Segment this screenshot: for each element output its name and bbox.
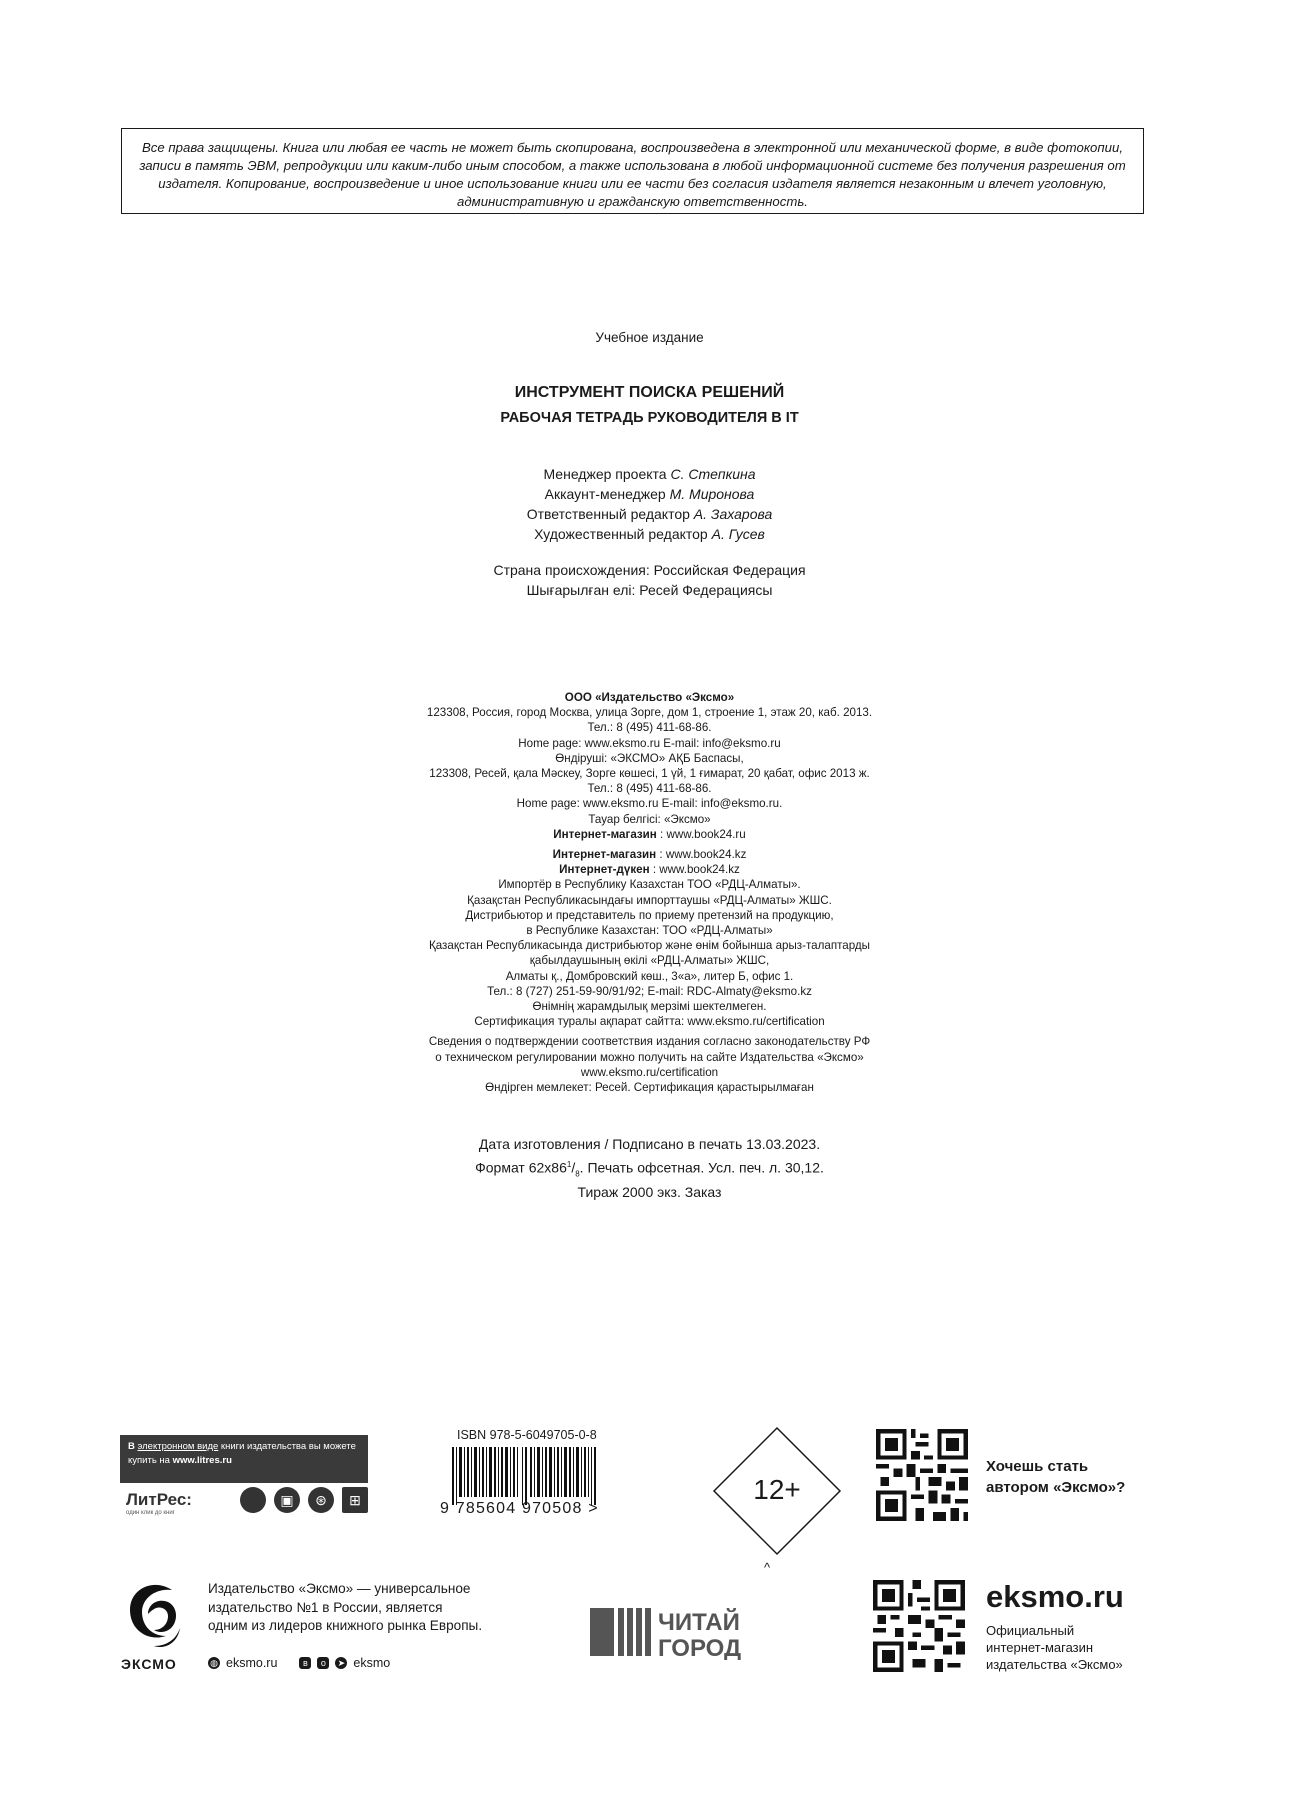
shop-kk	[0, 862, 1299, 877]
age-rating: 12+	[753, 1474, 801, 1505]
phone-kz: Тел.: 8 (495) 411-68-86.	[587, 782, 712, 796]
importer-kz: Қазақстан Республикасындағы импорттаушы «РДЦ-Алматы» ЖШС.	[467, 893, 832, 907]
shop-url[interactable]: : www.book24.kz	[656, 848, 747, 862]
windows-phone-icon: ⊛	[308, 1487, 334, 1513]
staff-role: Менеджер проекта	[543, 466, 667, 482]
staff-name: М. Миронова	[669, 486, 755, 502]
caption-line: издательства «Эксмо»	[986, 1657, 1123, 1672]
barcode-digits: 9 785604 970508 >	[440, 1500, 599, 1517]
copyright-notice	[121, 128, 1144, 214]
format-text: . Печать офсетная. Усл. печ. л. 30,12.	[579, 1159, 824, 1176]
shelf-life: Өнімнің жарамдылық мерзімі шектелмеген.	[532, 1000, 767, 1014]
globe-icon: ◍	[208, 1657, 220, 1669]
staff-name: А. Гусев	[711, 526, 765, 542]
print-date: Дата изготовления / Подписано в печать 13.03.2023.	[478, 1136, 821, 1152]
litres-text: книги издательства вы можете	[218, 1441, 356, 1452]
staff-role: Художественный редактор	[534, 526, 708, 542]
country-of-origin	[0, 560, 1299, 600]
litres-slogan: один клик до книг	[126, 1510, 175, 1516]
conformity-line: о техническом регулировании можно получить на сайте Издательства «Эксмо»	[435, 1050, 864, 1064]
address-kz: 123308, Ресей, қала Мәскеу, Зорге көшесі, 1 үй, 1 ғимарат, 20 қабат, офис 2013 ж.	[429, 767, 870, 781]
become-author-call	[986, 1456, 1125, 1498]
publisher-name: ООО «Издательство «Эксмо»	[564, 691, 735, 704]
author-call-line: Хочешь стать	[986, 1458, 1089, 1475]
shop-label: Интернет-магазин	[552, 848, 657, 862]
phone-ru: Тел.: 8 (495) 411-68-86.	[587, 721, 712, 735]
format-text: Формат 62х86	[475, 1159, 567, 1176]
about-line: Издательство «Эксмо» — универсальное	[208, 1581, 471, 1596]
caption-line: Официальный	[986, 1623, 1075, 1638]
eksmo-wordmark: ЭКСМО	[121, 1656, 177, 1672]
book-subtitle: РАБОЧАЯ ТЕТРАДЬ РУКОВОДИТЕЛЯ В IT	[500, 410, 799, 426]
eksmo-logo	[126, 1580, 182, 1652]
web-kz: Home page: www.eksmo.ru E-mail: info@eksmo.ru.	[516, 797, 783, 811]
eksmo-links	[208, 1656, 390, 1670]
distributor-kz-line: Қазақстан Республикасында дистрибьютор және өнім бойынша арыз-талаптарды	[428, 939, 870, 953]
eksmo-about	[208, 1580, 482, 1636]
staff-role: Ответственный редактор	[526, 506, 690, 522]
telegram-icon[interactable]: ➤	[335, 1657, 347, 1669]
shop-label: Интернет-дүкен	[559, 863, 650, 877]
distributor-kz-line: қабылдаушының өкілі «РДЦ-Алматы» ЖШС,	[529, 954, 770, 968]
staff-name: С. Степкина	[670, 466, 756, 482]
litres-banner[interactable]	[120, 1435, 368, 1483]
staff-line	[0, 484, 1299, 504]
about-line: одним из лидеров книжного рынка Европы.	[208, 1618, 483, 1633]
eksmo-social-link[interactable]: eksmo	[353, 1656, 391, 1670]
format-denominator: 8	[575, 1168, 580, 1178]
qr-code-icon[interactable]	[873, 1580, 965, 1672]
shop-url[interactable]: : www.book24.ru	[656, 827, 746, 841]
barcode-icon	[452, 1447, 600, 1505]
copyright-text: Все права защищены. Книга или любая ее часть не может быть скопирована, воспроизведена в электронной или механической форме, в виде фотокопии, записи в память ЭВМ, репродукции или каким-либо иным способом, а также использована в любой информационной системе без получения разрешения от издателя. Копирование, воспроизведение и иное использование книги или ее части без согласия издателя является незаконным и влечет уголовную, административную и гражданскую ответственность.	[139, 140, 1126, 209]
caret-mark: ^	[764, 1560, 771, 1575]
print-run: Тираж 2000 экз. Заказ	[577, 1184, 722, 1201]
litres-logo: ЛитРес:	[126, 1490, 192, 1509]
eksmo-shop-domain[interactable]: eksmo.ru	[986, 1579, 1124, 1614]
book-title: ИНСТРУМЕНТ ПОИСКА РЕШЕНИЙ	[514, 384, 785, 401]
eksmo-site-link[interactable]: eksmo.ru	[226, 1656, 278, 1670]
certification-kz: Сертификация туралы ақпарат сайтта: www.eksmo.ru/certification	[474, 1015, 825, 1029]
android-icon: ▣	[274, 1487, 300, 1513]
distributor-line: Дистрибьютор и представитель по приему претензий на продукцию,	[465, 908, 834, 922]
staff-role: Аккаунт-менеджер	[544, 486, 666, 502]
conformity-line: Сведения о подтверждении соответствия издания согласно законодательству РФ	[428, 1035, 871, 1049]
litres-site[interactable]: www.litres.ru	[172, 1455, 232, 1466]
staff-line	[0, 504, 1299, 524]
shop-url[interactable]: : www.book24.kz	[649, 863, 740, 877]
chitai-word: ЧИТАЙ	[658, 1609, 740, 1636]
print-info	[0, 1135, 1299, 1203]
shop-label: Интернет-магазин	[553, 827, 657, 841]
shop-ru	[0, 827, 1299, 842]
staff-line	[0, 464, 1299, 484]
author-call-line: автором «Эксмо»?	[986, 1479, 1126, 1496]
gorod-word: ГОРОД	[658, 1635, 742, 1660]
apple-icon	[240, 1487, 266, 1513]
staff-line	[0, 524, 1299, 544]
address-ru: 123308, Россия, город Москва, улица Зорге, дом 1, строение 1, этаж 20, каб. 2013.	[426, 706, 873, 720]
shop-kz	[0, 847, 1299, 862]
edition-type: Учебное издание	[595, 330, 704, 345]
importer-ru: Импортёр в Республику Казахстан ТОО «РДЦ-Алматы».	[498, 878, 801, 892]
ok-icon[interactable]: о	[317, 1657, 329, 1669]
litres-prefix: В	[128, 1441, 138, 1452]
platform-icons	[240, 1487, 368, 1513]
litres-text: купить на	[128, 1455, 173, 1466]
web-ru: Home page: www.eksmo.ru E-mail: info@eksmo.ru	[518, 736, 781, 750]
staff-name: А. Захарова	[693, 506, 773, 522]
origin-kz: Шығарылған елі: Ресей Федерациясы	[526, 582, 773, 598]
qr-code-icon[interactable]	[876, 1429, 968, 1521]
isbn: ISBN 978-5-6049705-0-8	[457, 1428, 597, 1442]
chitai-gorod-logo	[590, 1600, 790, 1660]
windows-icon: ⊞	[342, 1487, 368, 1513]
distributor-line: в Республике Казахстан: ТОО «РДЦ-Алматы»	[526, 924, 773, 938]
trademark: Тауар белгісі: «Эксмо»	[588, 812, 711, 826]
almaty-address: Алматы қ., Домбровский көш., 3«а», литер Б, офис 1.	[505, 969, 794, 983]
imprint-block	[0, 690, 1299, 1095]
origin-ru: Страна происхождения: Российская Федерация	[493, 562, 806, 578]
litres-link[interactable]: электронном виде	[137, 1441, 219, 1452]
staff-credits	[0, 464, 1299, 544]
conformity-line: Өндірген мемлекет: Ресей. Сертификация қарастырылмаған	[485, 1081, 814, 1095]
vk-icon[interactable]: в	[299, 1657, 311, 1669]
almaty-phone: Тел.: 8 (727) 251-59-90/91/92; E-mail: RDC-Almaty@eksmo.kz	[487, 984, 812, 998]
format-numerator: 1	[566, 1159, 572, 1169]
about-line: издательство №1 в России, является	[208, 1599, 443, 1615]
eksmo-shop-caption	[986, 1622, 1123, 1673]
maker-kz: Өндіруші: «ЭКСМО» АҚБ Баспасы,	[555, 751, 744, 765]
caption-line: интернет-магазин	[986, 1640, 1094, 1655]
print-format: Формат $62х86^1/_8$. Печать офсетная. Усл. печ. л. 30,12.	[475, 1159, 824, 1178]
conformity-url[interactable]: www.eksmo.ru/certification	[580, 1065, 719, 1079]
